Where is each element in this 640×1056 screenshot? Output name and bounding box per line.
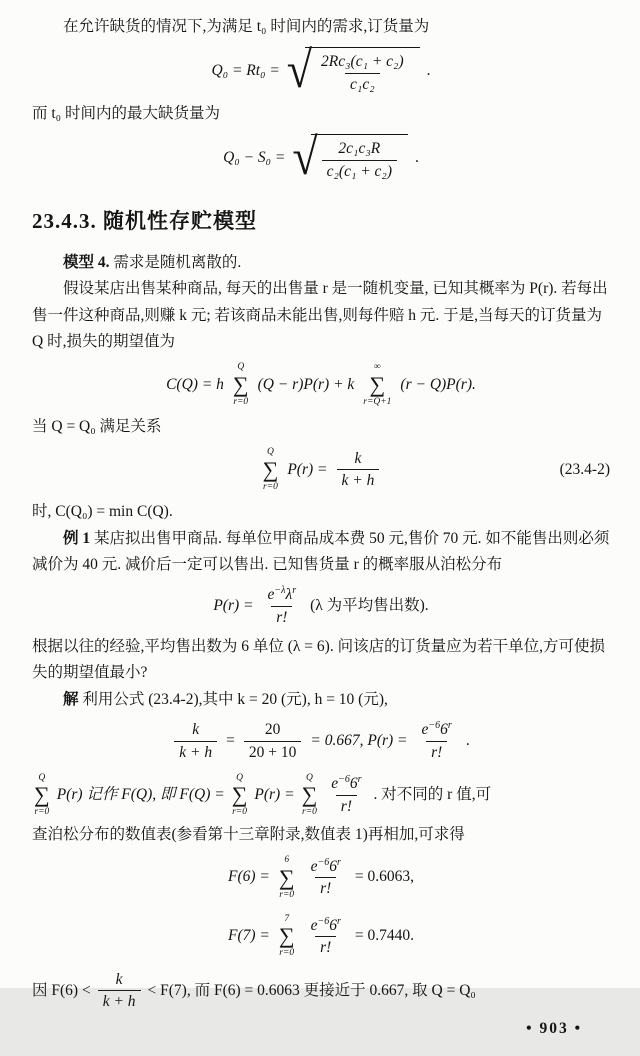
conclusion-paragraph: 因 F(6) < $\frac{k}{k + h}$ < F(7), 而 F(6) = 0.6063 更接近于 0.667, 取 Q = Q₀ — [32, 970, 476, 1011]
model-paragraph: 假设某店出售某种商品, 每天的出售量 r 是一随机变量, 已知其概率为 P(r). 若每出售一件这种商品,则赚 k 元; 若该商品未能出售,则每件赔 h 元. 于是,当每天的订货量为 Q 时,损失的期望值为 — [32, 280, 608, 350]
example-text: 某店拟出售甲商品. 每单位甲商品成本费 50 元,售价 70 元. 如不能售出则必须减价为 40 元. 减价后一定可以售出. 已知售货量 r 的概率服从泊松分布 — [32, 529, 610, 574]
sigma-symbol: ∑ — [262, 456, 279, 482]
radical-sign: √ — [292, 128, 318, 186]
intro-paragraph: 在允许缺货的情况下,为满足 t₀ 时间内的需求,订货量为 — [63, 18, 430, 35]
sigma-symbol: ∑ — [369, 371, 386, 397]
sigma-symbol: ∑ — [231, 782, 248, 808]
model-label: 模型 4. — [63, 253, 110, 271]
fraction: $\frac{e^{-\lambda}\lambda^r}{r!}$ — [267, 585, 297, 626]
summation: 7 ∑ r=0 — [278, 914, 295, 959]
fraction: $\frac{k}{k + h}$ — [174, 720, 217, 762]
formula-max-shortage — [32, 128, 610, 186]
equation-number: (23.4-2) — [559, 460, 610, 478]
formula-period: . — [414, 148, 419, 166]
summation: Q ∑ r=0 — [34, 772, 50, 818]
model-line — [32, 250, 610, 276]
sqrt-expression — [292, 128, 408, 186]
summation: ∞ ∑ r=Q+1 — [363, 362, 392, 407]
fraction: $\frac{e^{-6}6^r}{r!}$ — [331, 774, 362, 815]
formula-f6: F(6) = 6 ∑ r=0 $\frac{e^{-6}6^r}{r!}$ = 0.6063, — [228, 855, 414, 900]
sqrt-expression — [286, 41, 420, 99]
formula-period: . — [426, 61, 431, 79]
fraction: $\frac{k}{k + h}$ — [337, 449, 380, 491]
formula-poisson: P(r) = $\frac{e^{-\lambda}\lambda^r}{r!}$ (λ 为平均售出数). — [213, 585, 429, 626]
summation: Q ∑ r=0 — [262, 447, 279, 492]
sigma-symbol: ∑ — [278, 864, 295, 890]
formula-expected-loss: C(Q) = h Q ∑ r=0 (Q − r)P(r) + k ∞ ∑ r=Q+1 (r − Q)P(r). — [166, 362, 476, 407]
formula-lhs: Q₀ = Rt₀ = — [211, 61, 280, 79]
sigma-symbol: ∑ — [301, 782, 318, 808]
fq-definition-paragraph: Q ∑ r=0 P(r) 记作 F(Q), 即 F(Q) = Q ∑ r=0 P(r) = Q ∑ r=0 $\frac{e^{-6}6^r}{r!}$ . 对不同的 r 值,可 — [34, 772, 492, 818]
shortage-paragraph: 而 t₀ 时间内的最大缺货量为 — [32, 105, 220, 123]
poisson-note: (λ 为平均售出数). — [310, 597, 429, 615]
model-title: 需求是随机离散的. — [113, 253, 242, 271]
fraction: $\frac{\text{2Rc₃(c₁ + c₂)}}{\text{c₁c₂}}$ — [321, 53, 404, 93]
summation: Q ∑ r=0 — [231, 772, 248, 818]
solution-label: 解 — [63, 690, 79, 708]
formula-f7: F(7) = 7 ∑ r=0 $\frac{e^{-6}6^r}{r!}$ = 0.7440. — [228, 914, 414, 959]
formula-ratio: $\frac{k}{k + h}$ = $\frac{20}{20 + 10}$ = 0.667, P(r) = $\frac{e^{-6}6^r}{r!}$ . — [32, 720, 610, 762]
formula-order-quantity — [32, 41, 610, 99]
fraction: $\frac{20}{20 + 10}$ — [244, 720, 302, 762]
summation: Q ∑ r=0 — [232, 362, 249, 407]
sigma-symbol: ∑ — [232, 371, 249, 397]
fraction: $\frac{e^{-6}6^r}{r!}$ — [421, 720, 452, 761]
table-lookup-paragraph: 查泊松分布的数值表(参看第十三章附录,数值表 1)再相加,可求得 — [32, 825, 465, 843]
formula-lhs: Q₀ − S₀ = — [223, 148, 286, 166]
sigma-symbol: ∑ — [278, 923, 295, 949]
equation-23-4-2: Q ∑ r=0 P(r) = $\frac{k}{k + h}$ (23.4-2) — [262, 447, 610, 492]
solution-line — [32, 687, 610, 713]
summation: Q ∑ r=0 — [301, 772, 318, 818]
page-number: • 903 • — [526, 1019, 582, 1037]
example-paragraph — [32, 526, 610, 579]
example-label: 例 1 — [63, 529, 91, 547]
radical-sign: √ — [286, 41, 313, 99]
fraction: $\frac{e^{-6}6^r}{r!}$ — [310, 915, 341, 956]
question-paragraph: 根据以往的经验,平均售出数为 6 单位 (λ = 6). 问该店的订货量应为若干单位,方可使损失的期望值最小? — [32, 638, 605, 682]
summation: 6 ∑ r=0 — [278, 855, 295, 900]
min-paragraph: 时, C(Q₀) = min C(Q). — [32, 503, 173, 521]
fraction: $\frac{\text{2c₁c₃R}}{\text{c₂(c₁ + c₂)}}$ — [322, 139, 397, 181]
section-heading: 23.4.3. 随机性存贮模型 — [32, 209, 257, 234]
sigma-symbol: ∑ — [34, 782, 50, 808]
fraction: $\frac{e^{-6}6^r}{r!}$ — [310, 856, 341, 898]
solution-text: 利用公式 (23.4-2),其中 k = 20 (元), h = 10 (元), — [82, 690, 388, 708]
condition-paragraph: 当 Q = Q₀ 满足关系 — [32, 418, 162, 436]
fraction: $\frac{k}{k + h}$ — [98, 970, 141, 1012]
